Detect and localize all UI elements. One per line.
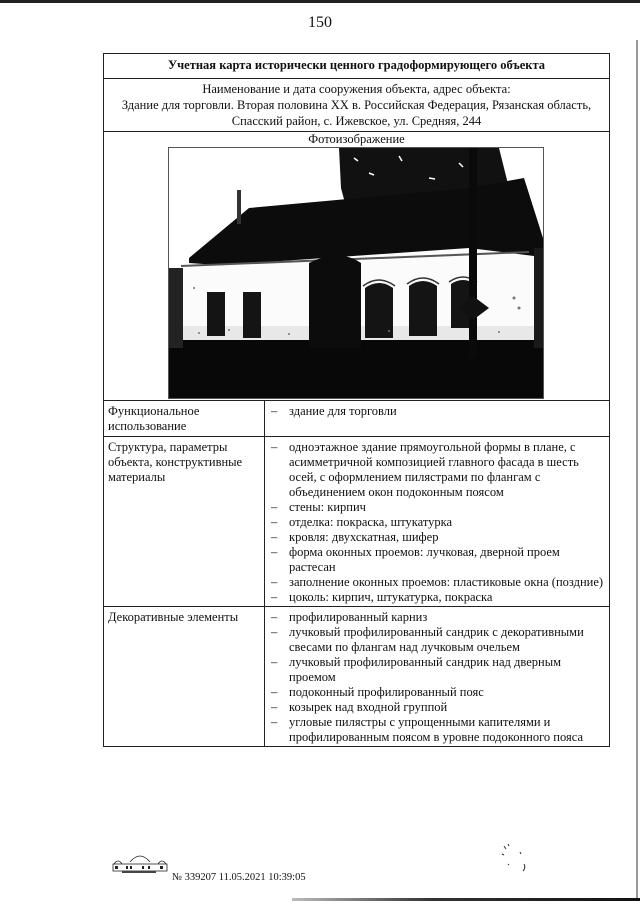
list-item: – стены: кирпич bbox=[271, 500, 605, 515]
row-values bbox=[265, 401, 609, 436]
list-item: – здание для торговли bbox=[271, 404, 605, 419]
signature-marks bbox=[498, 842, 538, 876]
object-name-heading: Наименование и дата сооружения объекта, адрес объекта: bbox=[202, 82, 511, 96]
list-item: – цоколь: кирпич, штукатурка, покраска bbox=[271, 590, 605, 605]
row-decorative-elements bbox=[104, 606, 609, 746]
list-item: – профилированный карниз bbox=[271, 610, 605, 625]
list-item: – заполнение оконных проемов: пластиковые окна (поздние) bbox=[271, 575, 605, 590]
row-values bbox=[265, 437, 609, 606]
photo-block bbox=[104, 132, 609, 400]
object-name-line-1: Здание для торговли. Вторая половина XX в. Российская Федерация, Рязанская область, bbox=[121, 98, 592, 112]
list-item: – лучковый профилированный сандрик с декоративными свесами по флангам над лучковым очельем bbox=[271, 625, 605, 655]
row-label: Функциональное использование bbox=[104, 401, 265, 436]
list-item: – козырек над входной группой bbox=[271, 700, 605, 715]
scan-bottom-edge bbox=[292, 898, 640, 901]
list-item: – одноэтажное здание прямоугольной формы в плане, с асимметричной композицией главного фасада в шесть осей, с оформлением пилястрами по флангам с объединением окон подоконным поясом bbox=[271, 440, 605, 500]
photo-heading: Фотоизображение bbox=[308, 132, 405, 146]
registration-stamp: № 339207 11.05.2021 10:39:05 bbox=[172, 872, 306, 883]
list-item: – угловые пилястры с упрощенными капителями и профилированным поясом в уровне подоконного пояса bbox=[271, 715, 605, 745]
row-label: Декоративные элементы bbox=[104, 607, 265, 746]
registration-card bbox=[103, 53, 610, 747]
list-item: – форма оконных проемов: лучковая, дверной проем растесан bbox=[271, 545, 605, 575]
object-name-block bbox=[104, 79, 609, 132]
archive-logo-icon bbox=[112, 852, 168, 876]
list-item: – лучковый профилированный сандрик над дверным проемом bbox=[271, 655, 605, 685]
scan-right-edge bbox=[636, 40, 638, 900]
card-title: Учетная карта исторически ценного градоформирующего объекта bbox=[104, 54, 609, 79]
scan-top-edge bbox=[0, 0, 640, 3]
list-item: – подоконный профилированный пояс bbox=[271, 685, 605, 700]
building-photo-image bbox=[169, 148, 543, 398]
row-functional-use bbox=[104, 400, 609, 436]
page-number: 150 bbox=[308, 14, 332, 31]
row-values bbox=[265, 607, 609, 746]
row-label: Структура, параметры объекта, конструктивные материалы bbox=[104, 437, 265, 606]
object-name-line-2: Спасский район, с. Ижевское, ул. Средняя, 244 bbox=[231, 114, 482, 128]
list-item: – отделка: покраска, штукатурка bbox=[271, 515, 605, 530]
list-item: – кровля: двухскатная, шифер bbox=[271, 530, 605, 545]
building-photo bbox=[168, 147, 544, 399]
row-structure bbox=[104, 436, 609, 606]
